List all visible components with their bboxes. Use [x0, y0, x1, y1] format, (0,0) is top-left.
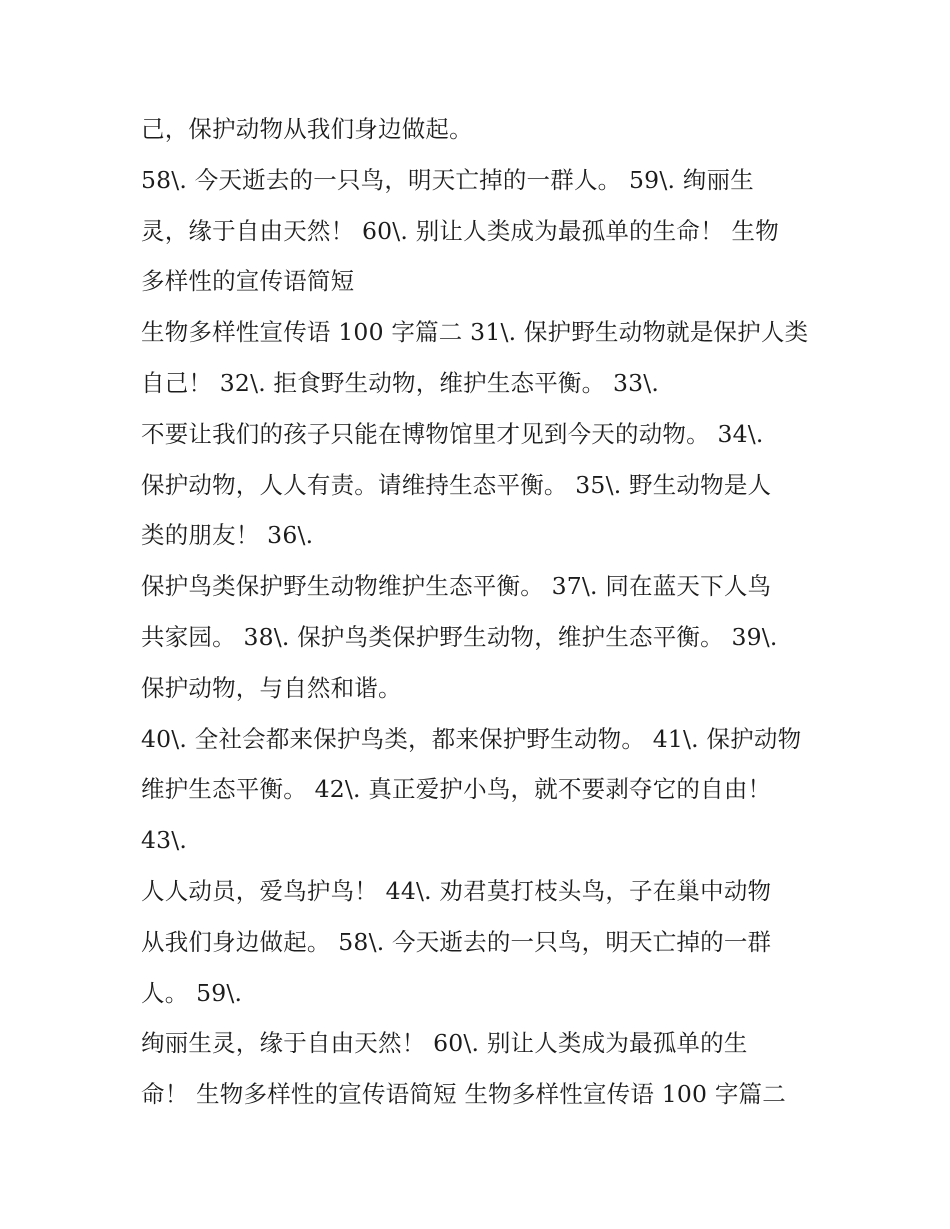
text-line: 己，保护动物从我们身边做起。 — [141, 115, 473, 143]
text-line: 40\. 全社会都来保护鸟类，都来保护野生动物。 41\. 保护动物 — [141, 724, 802, 753]
text-line: 保护动物，人人有责。请维持生态平衡。 35\. 野生动物是人 — [141, 470, 772, 499]
text-line: 共家园。 38\. 保护鸟类保护野生动物，维护生态平衡。 39\. — [141, 622, 778, 651]
text-line: 43\. — [141, 826, 188, 855]
text-line: 灵，缘于自由天然！ 60\. 别让人类成为最孤单的生命！ 生物 — [141, 216, 779, 245]
text-line: 58\. 今天逝去的一只鸟，明天亡掉的一群人。 59\. 绚丽生 — [141, 165, 754, 194]
text-line: 保护动物，与自然和谐。 — [141, 673, 402, 702]
text-line: 人人动员，爱鸟护鸟！ 44\. 劝君莫打枝头鸟，子在巢中动物 — [141, 876, 772, 905]
text-line: 从我们身边做起。 58\. 今天逝去的一只鸟，明天亡掉的一群 — [141, 927, 772, 956]
text-line: 不要让我们的孩子只能在博物馆里才见到今天的动物。 34\. — [141, 419, 764, 448]
text-line: 绚丽生灵，缘于自由天然！ 60\. 别让人类成为最孤单的生 — [141, 1029, 748, 1058]
text-line: 多样性的宣传语简短 — [141, 267, 355, 296]
text-line: 类的朋友！ 36\. — [141, 521, 314, 550]
text-line: 维护生态平衡。 42\. 真正爱护小鸟，就不要剥夺它的自由！ — [141, 775, 772, 804]
text-line: 保护鸟类保护野生动物维护生态平衡。 37\. 同在蓝天下人鸟 — [141, 572, 772, 601]
text-line: 生物多样性宣传语 100 字篇二 31\. 保护野生动物就是保护人类 — [141, 318, 809, 347]
text-line: 自己！ 32\. 拒食野生动物，维护生态平衡。 33\. — [141, 368, 660, 397]
text-line: 人。 59\. — [141, 978, 243, 1007]
text-line: 命！ 生物多样性的宣传语简短 生物多样性宣传语 100 字篇二 — [141, 1080, 786, 1109]
body-text — [141, 104, 831, 1120]
